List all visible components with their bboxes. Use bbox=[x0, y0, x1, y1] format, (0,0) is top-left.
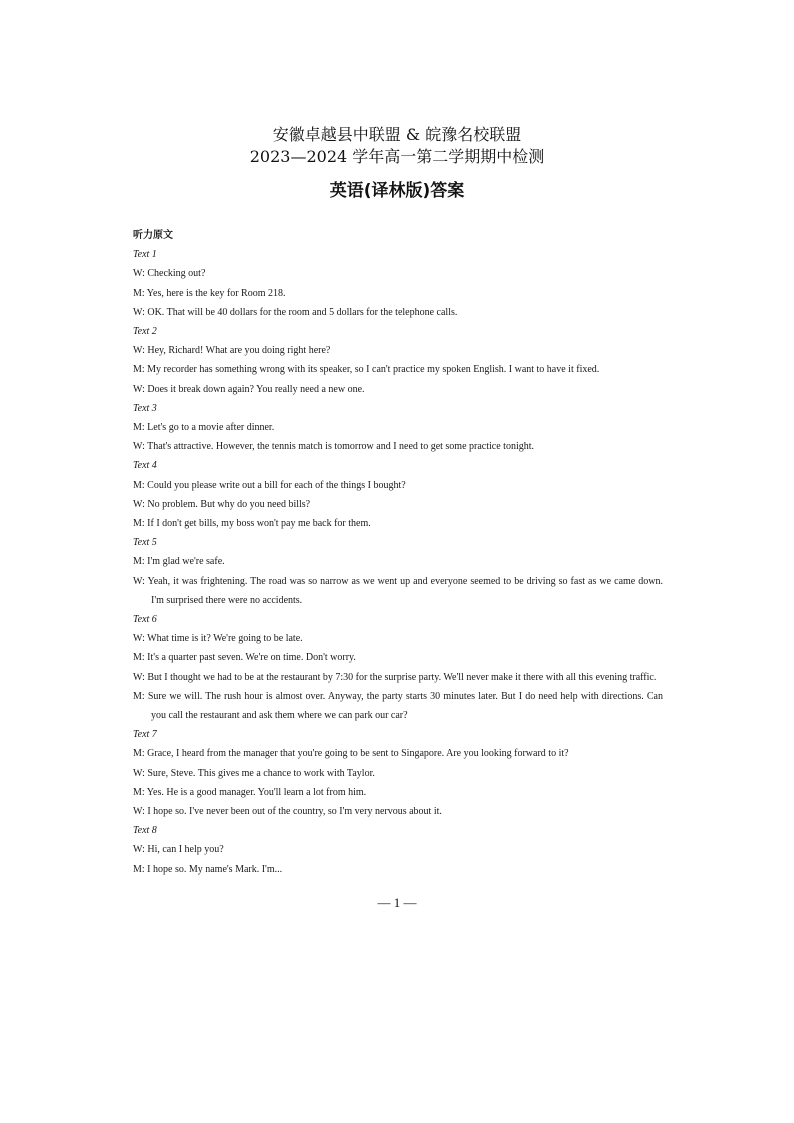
dialogue-line: M: Sure we will. The rush hour is almost over. Anyway, the party starts 30 minutes later. But I do need help with directions. Can you call the restaurant and ask them where we can park our car? bbox=[133, 690, 663, 721]
transcript-block bbox=[133, 533, 663, 610]
dialogue-line: W: Sure, Steve. This gives me a chance to work with Taylor. bbox=[133, 767, 375, 779]
dialogue-line: M: Could you please write out a bill for each of the things I bought? bbox=[133, 479, 406, 491]
text-label: Text 6 bbox=[133, 613, 157, 625]
dialogue-line: W: No problem. But why do you need bills? bbox=[133, 498, 311, 510]
dialogue-line: M: Grace, I heard from the manager that you're going to be sent to Singapore. Are you looking forward to it? bbox=[133, 748, 569, 760]
dialogue-line: M: I'm glad we're safe. bbox=[133, 556, 225, 568]
subject-title: 英语(译林版)答案 bbox=[329, 181, 465, 201]
exam-title: 2023—2024 学年高一第二学期期中检测 bbox=[249, 147, 545, 166]
transcript-texts bbox=[133, 245, 663, 879]
text-label: Text 7 bbox=[133, 729, 157, 741]
text-label: Text 5 bbox=[133, 537, 157, 549]
dialogue-line: W: OK. That will be 40 dollars for the room and 5 dollars for the telephone calls. bbox=[133, 306, 458, 318]
dialogue-line: W: Checking out? bbox=[133, 268, 206, 280]
alliance-title: 安徽卓越县中联盟 & 皖豫名校联盟 bbox=[272, 125, 522, 144]
dialogue-line: W: I hope so. I've never been out of the country, so I'm very nervous about it. bbox=[133, 805, 442, 817]
text-label: Text 2 bbox=[133, 325, 157, 337]
dialogue-line: W: What time is it? We're going to be late. bbox=[133, 633, 303, 645]
text-label: Text 8 bbox=[133, 825, 157, 837]
document-header bbox=[0, 124, 794, 203]
transcript-block bbox=[133, 322, 663, 399]
dialogue-line: M: Let's go to a movie after dinner. bbox=[133, 421, 275, 433]
transcript-block bbox=[133, 821, 663, 879]
dialogue-line: M: I hope so. My name's Mark. I'm... bbox=[133, 863, 283, 875]
dialogue-line: W: Hey, Richard! What are you doing right here? bbox=[133, 345, 331, 357]
transcript-block bbox=[133, 725, 663, 821]
section-title: 听力原文 bbox=[133, 230, 173, 241]
dialogue-line: W: Yeah, it was frightening. The road was so narrow as we went up and everyone seemed to be driving so fast as we came down. I'm surprised there were no accidents. bbox=[133, 575, 663, 606]
dialogue-line: M: Yes, here is the key for Room 218. bbox=[133, 287, 286, 299]
transcript-block bbox=[133, 245, 663, 322]
listening-transcript bbox=[133, 226, 663, 879]
dialogue-line: W: That's attractive. However, the tennis match is tomorrow and I need to get some practice tonight. bbox=[133, 441, 535, 453]
dialogue-line: W: But I thought we had to be at the restaurant by 7:30 for the surprise party. We'll never make it there with all this evening traffic. bbox=[133, 671, 657, 683]
text-label: Text 1 bbox=[133, 249, 157, 261]
dialogue-line: M: If I don't get bills, my boss won't pay me back for them. bbox=[133, 517, 371, 529]
transcript-block bbox=[133, 610, 663, 725]
dialogue-line: M: My recorder has something wrong with its speaker, so I can't practice my spoken English. I want to have it fixed. bbox=[133, 364, 600, 376]
dialogue-line: W: Hi, can I help you? bbox=[133, 844, 224, 856]
dialogue-line: W: Does it break down again? You really need a new one. bbox=[133, 383, 365, 395]
dialogue-line: M: Yes. He is a good manager. You'll learn a lot from him. bbox=[133, 786, 367, 798]
text-label: Text 3 bbox=[133, 402, 157, 414]
transcript-block bbox=[133, 399, 663, 457]
transcript-block bbox=[133, 456, 663, 533]
text-label: Text 4 bbox=[133, 460, 157, 472]
dialogue-line: M: It's a quarter past seven. We're on time. Don't worry. bbox=[133, 652, 356, 664]
page-number: — 1 — bbox=[377, 895, 417, 910]
